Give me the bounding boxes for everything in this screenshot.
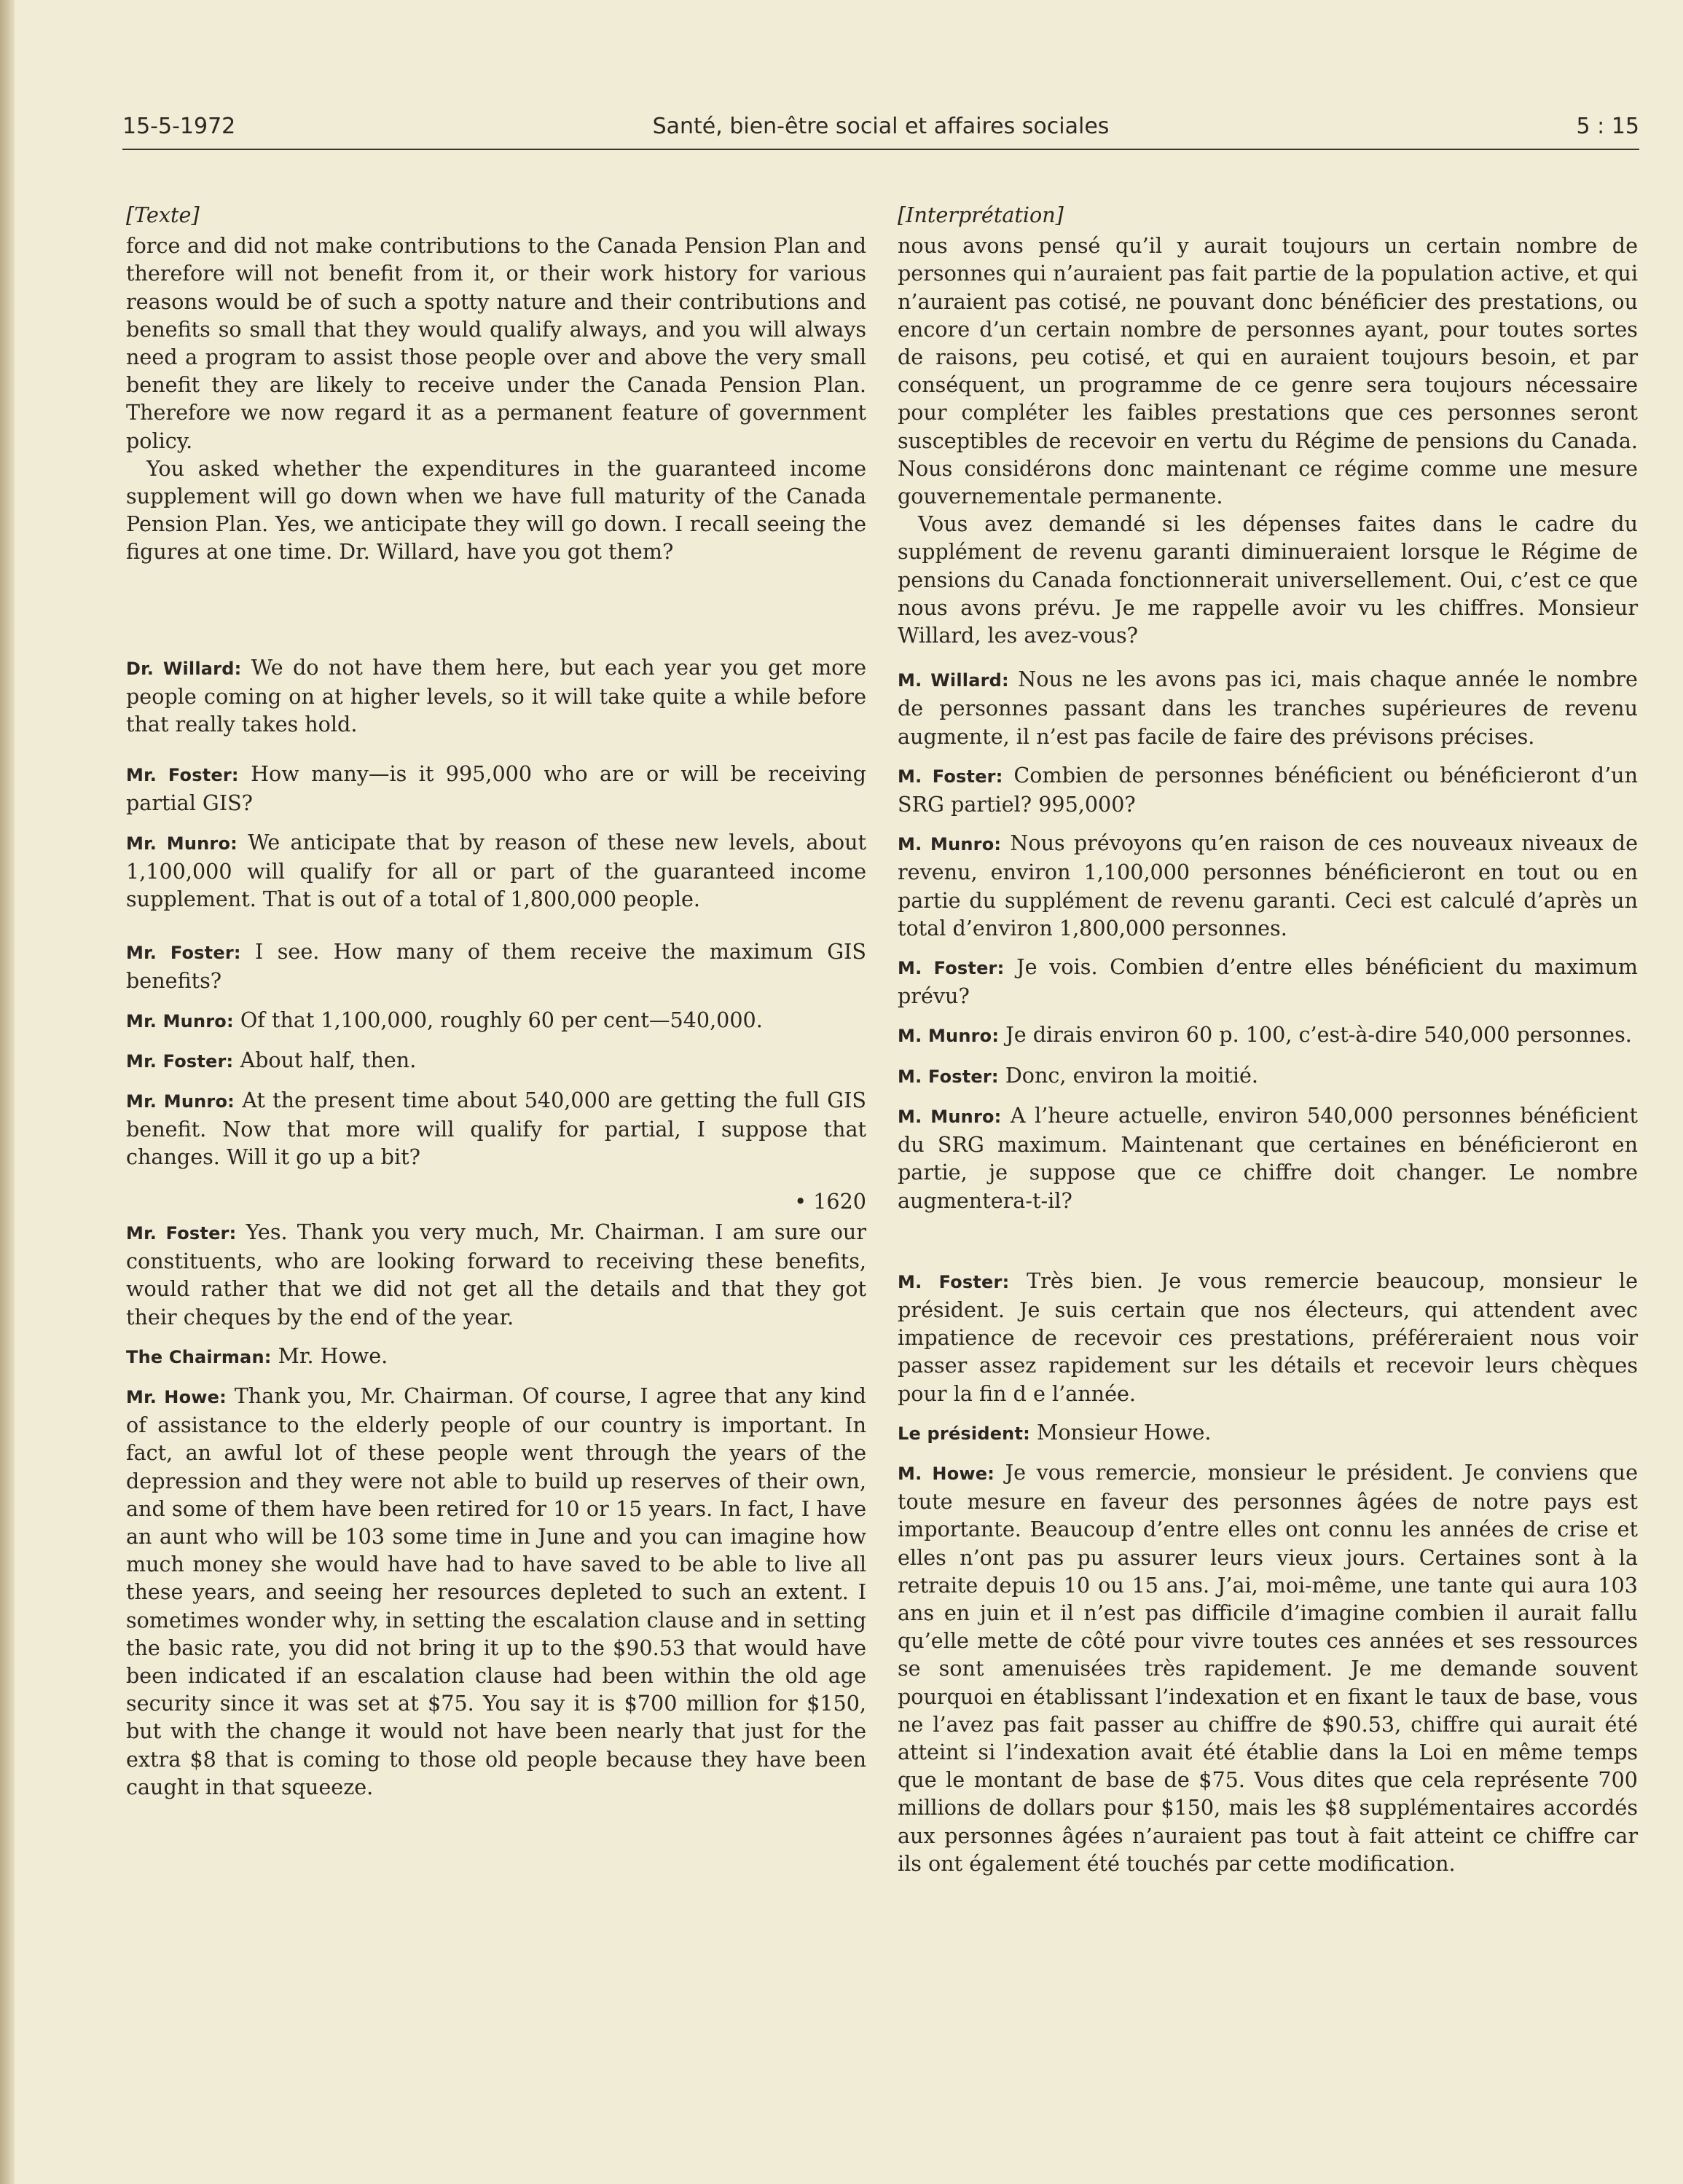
speech-text: A l’heure actuelle, environ 540,000 personnes bénéficient du SRG maximum. Maintenant que certaines en bénéficieront en partie, je suppose que ce chiffre doit changer. Le nombre augmentera-t-il?: [898, 1102, 1638, 1213]
speech-text: Of that 1,100,000, roughly 60 per cent—540,000.: [233, 1007, 763, 1032]
speaker-name: M. Foster:: [898, 1271, 1010, 1292]
speech-foster: [898, 761, 1638, 818]
paragraph: force and did not make contributions to the Canada Pension Plan and therefore will not benefit from it, or their work history for various reasons would be of such a spotty nature and their contributions and benefits so small that they would qualify always, and you will always need a program to assist those people over and above the very small benefit they are likely to receive under the Canada Pension Plan. Therefore we now regard it as a permanent feature of government policy.: [126, 233, 866, 453]
speech-text: Combien de personnes bénéficient ou bénéficieront d’un SRG partiel? 995,000?: [898, 762, 1638, 817]
speech-foster: [898, 1267, 1638, 1407]
speech-willard: [126, 653, 866, 739]
speech-text: Nous ne les avons pas ici, mais chaque année le nombre de personnes passant dans les tranches supérieures de revenu augmente, il n’est pas facile de faire des prévisons précises.: [898, 667, 1638, 749]
paragraph: nous avons pensé qu’il y aurait toujours un certain nombre de personnes qui n’auraient pas fait partie de la population active, et qui n’auraient pas cotisé, ne pouvant donc bénéficier des prestations, ou encore d’un certain nombre de personnes ayant, pour toutes sortes de raisons, peu cotisé, et qui en auraient toujours besoin, et par conséquent, un programme de ce genre sera toujours nécessaire pour compléter les faibles prestations que ces personnes seront susceptibles de recevoir en vertu du Régime de pensions du Canada. Nous considérons donc maintenant ce régime comme une mesure gouvernementale permanente.: [898, 233, 1638, 509]
speaker-name: Mr. Foster:: [126, 1222, 237, 1244]
speech-text: About half, then.: [233, 1047, 417, 1072]
speaker-name: Mr. Munro:: [126, 833, 238, 854]
speech-foster: [126, 760, 866, 817]
speaker-name: Mr. Howe:: [126, 1386, 227, 1407]
speaker-name: M. Foster:: [898, 766, 1003, 787]
speech-text: We anticipate that by reason of these new levels, about 1,100,000 will qualify for all or part of the guaranteed income supplement. That is out of a total of 1,800,000 people.: [126, 829, 867, 912]
speaker-name: M. Munro:: [898, 1026, 1000, 1047]
speech-text: Je vois. Combien d’entre elles bénéficient du maximum prévu?: [898, 954, 1639, 1009]
speech-munro: [126, 1086, 866, 1171]
speech-text: I see. How many of them receive the maximum GIS benefits?: [126, 939, 866, 994]
speech-munro: [898, 1021, 1638, 1050]
speech-text: Yes. Thank you very much, Mr. Chairman. I am sure our constituents, who are looking forward to receiving these benefits, would rather that we did not get all the details and that they got their cheques by the end of the year.: [126, 1219, 866, 1329]
speech-foster: [126, 1218, 866, 1331]
speech-text: Je vous remercie, monsieur le président. Je conviens que toute mesure en faveur des personnes âgées de notre pays est importante. Beaucoup d’entre elles ont connu les années de crise et elles n’ont pas pu assurer leurs vieux jours. Certaines sont à la retraite depuis 10 ou 15 ans. J’ai, moi-même, une tante qui aura 103 ans en juin et il n’est pas difficile d’imagine combien il aurait fallu qu’elle mette de côté pour vivre toutes ces années et ses ressources se sont amenuisées très rapidement. Je me demande souvent pourquoi en établissant l’indexation et en fixant le taux de base, vous ne l’avez pas fait passer au chiffre de $90.53, chiffre qui aurait été atteint si l’indexation avait été établie dans la Loi en même temps que le montant de base de $75. Vous dites que cela représente 700 millions de dollars pour $150, mais les $8 supplémentaires accordés aux personnes âgées n’auraient pas tout à fait atteint ce chiffre car ils ont également été touchés par cette modification.: [898, 1459, 1638, 1876]
running-header: [122, 109, 1639, 150]
header-date: 15-5-1972: [122, 114, 236, 139]
speech-munro: [126, 828, 866, 914]
speaker-name: Mr. Munro:: [126, 1010, 234, 1032]
speaker-name: Mr. Foster:: [126, 765, 239, 786]
speech-howe: [126, 1382, 866, 1801]
speech-willard: [898, 665, 1638, 750]
header-title: Santé, bien-être social et affaires sociales: [652, 114, 1110, 139]
paragraph: Vous avez demandé si les dépenses faites dans le cadre du supplément de revenu garanti diminueraient lorsque le Régime de pensions du Canada fonctionnerait universellement. Oui, c’est ce que nous avons prévu. Je me rappelle avoir vu les chiffres. Monsieur Willard, les avez-vous?: [898, 511, 1638, 648]
speech-text: Très bien. Je vous remercie beaucoup, monsieur le président. Je suis certain que nos électeurs, qui attendent avec impatience de recevoir ces prestations, préféreraient nous voir passer assez rapidement sur les détails et recevoir leurs chèques pour la fin d e l’année.: [898, 1268, 1638, 1406]
speech-foster: [898, 953, 1638, 1010]
speech-munro: [898, 1101, 1638, 1214]
speaker-name: M. Willard:: [898, 670, 1009, 691]
speaker-name: Mr. Foster:: [126, 943, 241, 964]
speech-foster: [898, 1061, 1638, 1091]
paragraph: You asked whether the expenditures in the guaranteed income supplement will go down when we have full maturity of the Canada Pension Plan. Yes, we anticipate they will go down. I recall seeing the figures at one time. Dr. Willard, have you got them?: [126, 455, 866, 565]
speech-foster: [126, 1046, 866, 1075]
page-binding-edge: [0, 0, 15, 2184]
speaker-name: M. Foster:: [898, 1066, 999, 1087]
speaker-name: Dr. Willard:: [126, 658, 242, 679]
interpretation-marker: [Interprétation]: [898, 203, 1064, 227]
speech-howe: [898, 1458, 1638, 1877]
speech-text: Nous prévoyons qu’en raison de ces nouveaux niveaux de revenu, environ 1,100,000 personnes bénéficieront en tout ou en partie du supplément de revenu garanti. Ceci est calculé d’après un total d’environ 1,800,000 personnes.: [898, 830, 1638, 940]
speaker-name: M. Howe:: [898, 1463, 995, 1484]
left-column-english: [126, 201, 866, 1801]
speaker-name: The Chairman:: [126, 1346, 272, 1367]
speech-text: Thank you, Mr. Chairman. Of course, I agree that any kind of assistance to the elderly people of our country is important. In fact, an awful lot of these people went through the years of the depression and they were not able to build up reserves of their own, and some of them have been retired for 10 or 15 years. In fact, I have an aunt who will be 103 some time in June and you can imagine how much money she would have had to have saved to be able to live all these years, and seeing her resources depleted to such an extent. I sometimes wonder why, in setting the escalation clause and in setting the basic rate, you did not bring it up to the $90.53 that would have been indicated if an escalation clause had been within the old age security since it was set at $75. You say it is $700 million for $150, but with the change it would not have been nearly that just for the extra $8 that is coming to those old people because they have been caught in that squeeze.: [126, 1383, 866, 1799]
speech-text: At the present time about 540,000 are getting the full GIS benefit. Now that more will qualify for partial, I suppose that changes. Will it go up a bit?: [126, 1088, 866, 1170]
speech-text: Mr. Howe.: [271, 1343, 388, 1368]
speech-text: We do not have them here, but each year you get more people coming on at higher levels, so it will take quite a while before that really takes hold.: [126, 654, 866, 737]
speaker-name: M. Munro:: [898, 834, 1002, 855]
right-column-french: [898, 201, 1638, 1877]
speech-text: Je dirais environ 60 p. 100, c’est-à-dire 540,000 personnes.: [999, 1022, 1632, 1048]
time-marker: • 1620: [794, 1188, 866, 1214]
speaker-name: Mr. Munro:: [126, 1091, 235, 1112]
speech-foster: [126, 938, 866, 994]
speech-text: Monsieur Howe.: [1029, 1419, 1212, 1445]
speech-munro: [898, 829, 1638, 942]
speech-president: [898, 1418, 1638, 1448]
speaker-name: Mr. Foster:: [126, 1050, 234, 1072]
speech-chairman: [126, 1342, 866, 1371]
text-marker: [Texte]: [126, 203, 200, 227]
speech-text: How many—is it 995,000 who are or will be receiving partial GIS?: [126, 761, 866, 816]
speaker-name: Le président:: [898, 1423, 1030, 1444]
speech-munro: [126, 1006, 866, 1035]
speaker-name: M. Munro:: [898, 1106, 1002, 1127]
header-page-number: 5 : 15: [1576, 114, 1639, 139]
speech-text: Donc, environ la moitié.: [998, 1062, 1258, 1088]
speaker-name: M. Foster:: [898, 958, 1005, 979]
